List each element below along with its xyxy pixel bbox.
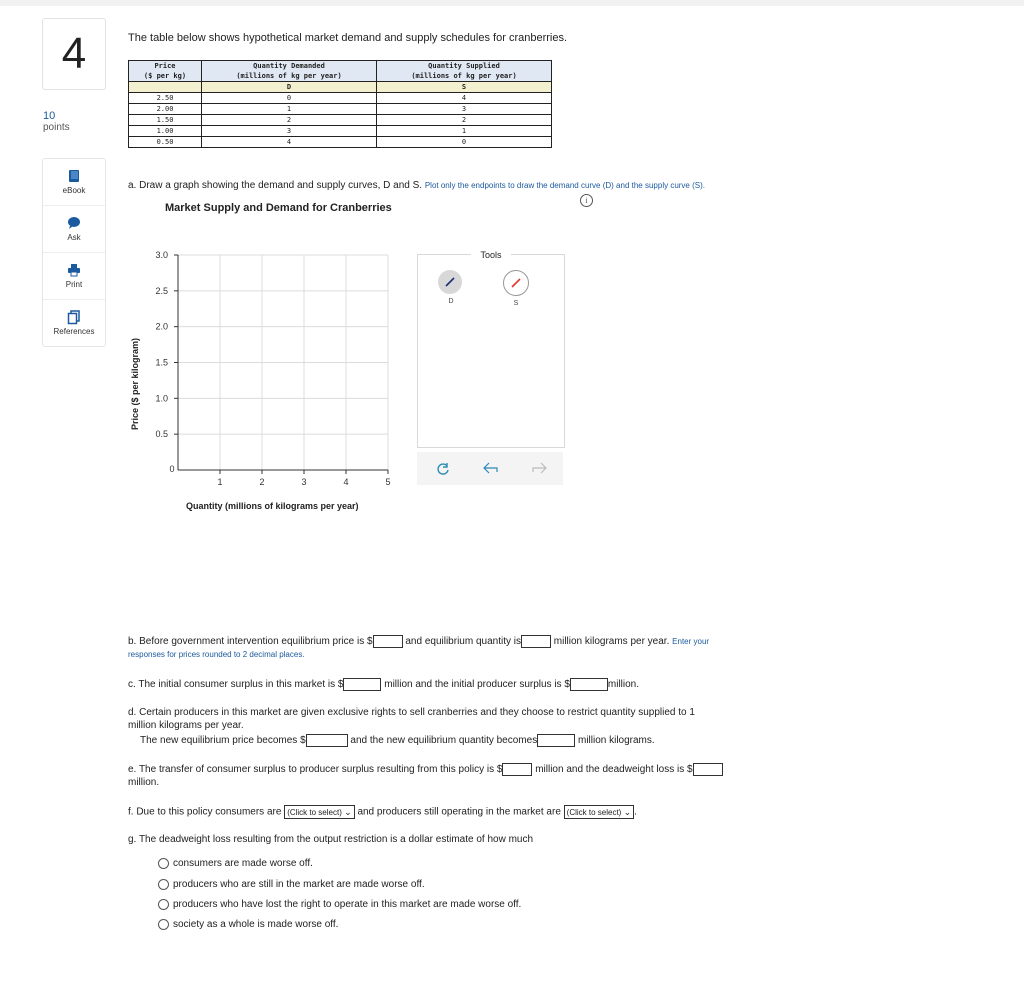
supply-line-icon — [503, 270, 529, 296]
book-icon — [67, 169, 81, 183]
table-row: 2.50 0 4 — [129, 93, 552, 104]
part-c: c. The initial consumer surplus in this market is $ million and the initial producer surplus is $ million. — [128, 679, 640, 691]
subheader-d: D — [202, 82, 377, 93]
part-b: b. Before government intervention equilibrium price is $ and equilibrium quantity is million kilograms per year. Enter your responses for prices rounded to 2 decimal places. — [128, 636, 710, 660]
part-d-answers: The new equilibrium price becomes $ and the new equilibrium quantity becomes million kilograms. — [140, 735, 655, 747]
consumer-surplus-input[interactable] — [343, 678, 381, 691]
subheader-s: S — [377, 82, 552, 93]
header-price: Price ($ per kg) — [129, 61, 202, 82]
points-value: 10 — [43, 110, 56, 122]
chevron-down-icon: ⌄ — [344, 807, 352, 817]
producer-surplus-input[interactable] — [570, 678, 608, 691]
x-axis-label: Quantity (millions of kilograms per year) — [186, 501, 359, 511]
part-b-hint: responses for prices rounded to 2 decimal places. — [128, 650, 305, 660]
part-a-hint: Plot only the endpoints to draw the demand curve (D) and the supply curve (S). — [424, 181, 705, 190]
points-info — [43, 110, 70, 134]
deadweight-loss-input[interactable] — [693, 763, 723, 776]
sidebar-item-label: Ask — [67, 233, 81, 242]
x-tick-label: 0 — [169, 464, 175, 474]
producers-select[interactable]: (Click to select) ⌄ — [564, 805, 634, 819]
sidebar-item-label: References — [53, 327, 95, 336]
y-tick-label: 2.0 — [155, 321, 168, 332]
y-tick-label: 0.5 — [155, 429, 168, 440]
info-icon[interactable]: i — [580, 194, 593, 207]
radio-button[interactable] — [158, 899, 169, 910]
chevron-down-icon: ⌄ — [623, 807, 632, 817]
x-tick-label: 5 — [385, 477, 391, 487]
radio-option[interactable]: consumers are made worse off. — [158, 858, 313, 869]
undo-icon[interactable] — [483, 461, 499, 475]
part-e: e. The transfer of consumer surplus to producer surplus resulting from this policy is $ million and the deadweight loss is $ million. — [128, 763, 858, 789]
demand-line-icon — [438, 270, 462, 294]
radio-button[interactable] — [158, 919, 169, 930]
transfer-input[interactable] — [502, 763, 532, 776]
schedule-table — [128, 60, 552, 148]
sidebar-item-ask[interactable] — [43, 206, 105, 253]
sidebar-item-print[interactable] — [43, 253, 105, 300]
new-price-input[interactable] — [306, 734, 348, 747]
tools-panel — [417, 250, 565, 448]
y-tick-label: 3.0 — [155, 250, 168, 260]
chat-icon — [67, 216, 81, 230]
reset-icon[interactable] — [436, 461, 450, 475]
x-tick-label: 4 — [343, 477, 349, 487]
part-f: f. Due to this policy consumers are (Click to select) ⌄ and producers still operating in the market are (Click to select) ⌄ . — [128, 806, 637, 818]
part-a-text: a. Draw a graph showing the demand and supply curves, D and S. Plot only the endpoints to draw the demand curve (D) and the supply curve (S). — [128, 180, 705, 191]
graph-title: Market Supply and Demand for Cranberries — [165, 202, 392, 214]
y-tick-label: 1.0 — [155, 393, 168, 404]
tool-label: S — [513, 300, 519, 307]
tool-supply[interactable] — [503, 270, 529, 307]
points-label: points — [43, 122, 70, 133]
table-row: 2.00 1 3 — [129, 104, 552, 115]
tool-label: D — [448, 298, 454, 305]
sidebar-item-label: eBook — [62, 186, 86, 195]
redo-icon[interactable] — [531, 461, 547, 475]
sidebar-item-references[interactable] — [43, 300, 105, 346]
table-row: 1.50 2 2 — [129, 115, 552, 126]
sidebar-item-label: Print — [65, 280, 83, 289]
part-d: d. Certain producers in this market are given exclusive rights to sell cranberries and they choose to restrict quantity supplied to 1 million kilograms per year. — [128, 707, 695, 731]
radio-option[interactable]: society as a whole is made worse off. — [158, 919, 338, 930]
x-tick-label: 2 — [259, 477, 265, 487]
sidebar — [42, 158, 106, 347]
tools-title: Tools — [471, 250, 511, 260]
table-row: 1.00 3 1 — [129, 126, 552, 137]
y-axis-label: Price ($ per kilogram) — [130, 337, 140, 430]
intro-text: The table below shows hypothetical market demand and supply schedules for cranberries. — [128, 32, 568, 44]
radio-option[interactable]: producers who are still in the market are made worse off. — [158, 879, 425, 890]
subheader-blank — [129, 82, 202, 93]
header-quantity-supplied: Quantity Supplied (millions of kg per year) — [377, 61, 552, 82]
printer-icon — [67, 263, 81, 277]
x-tick-label: 3 — [301, 477, 307, 487]
tool-demand[interactable] — [438, 270, 464, 305]
chart-area[interactable] — [140, 248, 391, 488]
radio-option[interactable]: producers who have lost the right to operate in this market are made worse off. — [158, 899, 521, 910]
y-tick-label: 1.5 — [155, 357, 168, 368]
top-bar — [0, 0, 1024, 6]
radio-button[interactable] — [158, 879, 169, 890]
question-number: 4 — [42, 18, 106, 90]
part-g-question: g. The deadweight loss resulting from the output restriction is a dollar estimate of how much — [128, 834, 534, 845]
new-quantity-input[interactable] — [537, 734, 575, 747]
graph-toolbar — [417, 452, 563, 485]
consumers-select[interactable]: (Click to select) ⌄ — [284, 805, 354, 819]
references-icon — [67, 310, 81, 324]
equilibrium-price-input[interactable] — [373, 635, 403, 648]
y-tick-label: 2.5 — [155, 285, 168, 296]
x-tick-label: 1 — [217, 477, 223, 487]
radio-button[interactable] — [158, 858, 169, 869]
equilibrium-quantity-input[interactable] — [521, 635, 551, 648]
header-quantity-demanded: Quantity Demanded (millions of kg per year) — [202, 61, 377, 82]
table-row: 0.50 4 0 — [129, 137, 552, 148]
sidebar-item-ebook[interactable] — [43, 159, 105, 206]
